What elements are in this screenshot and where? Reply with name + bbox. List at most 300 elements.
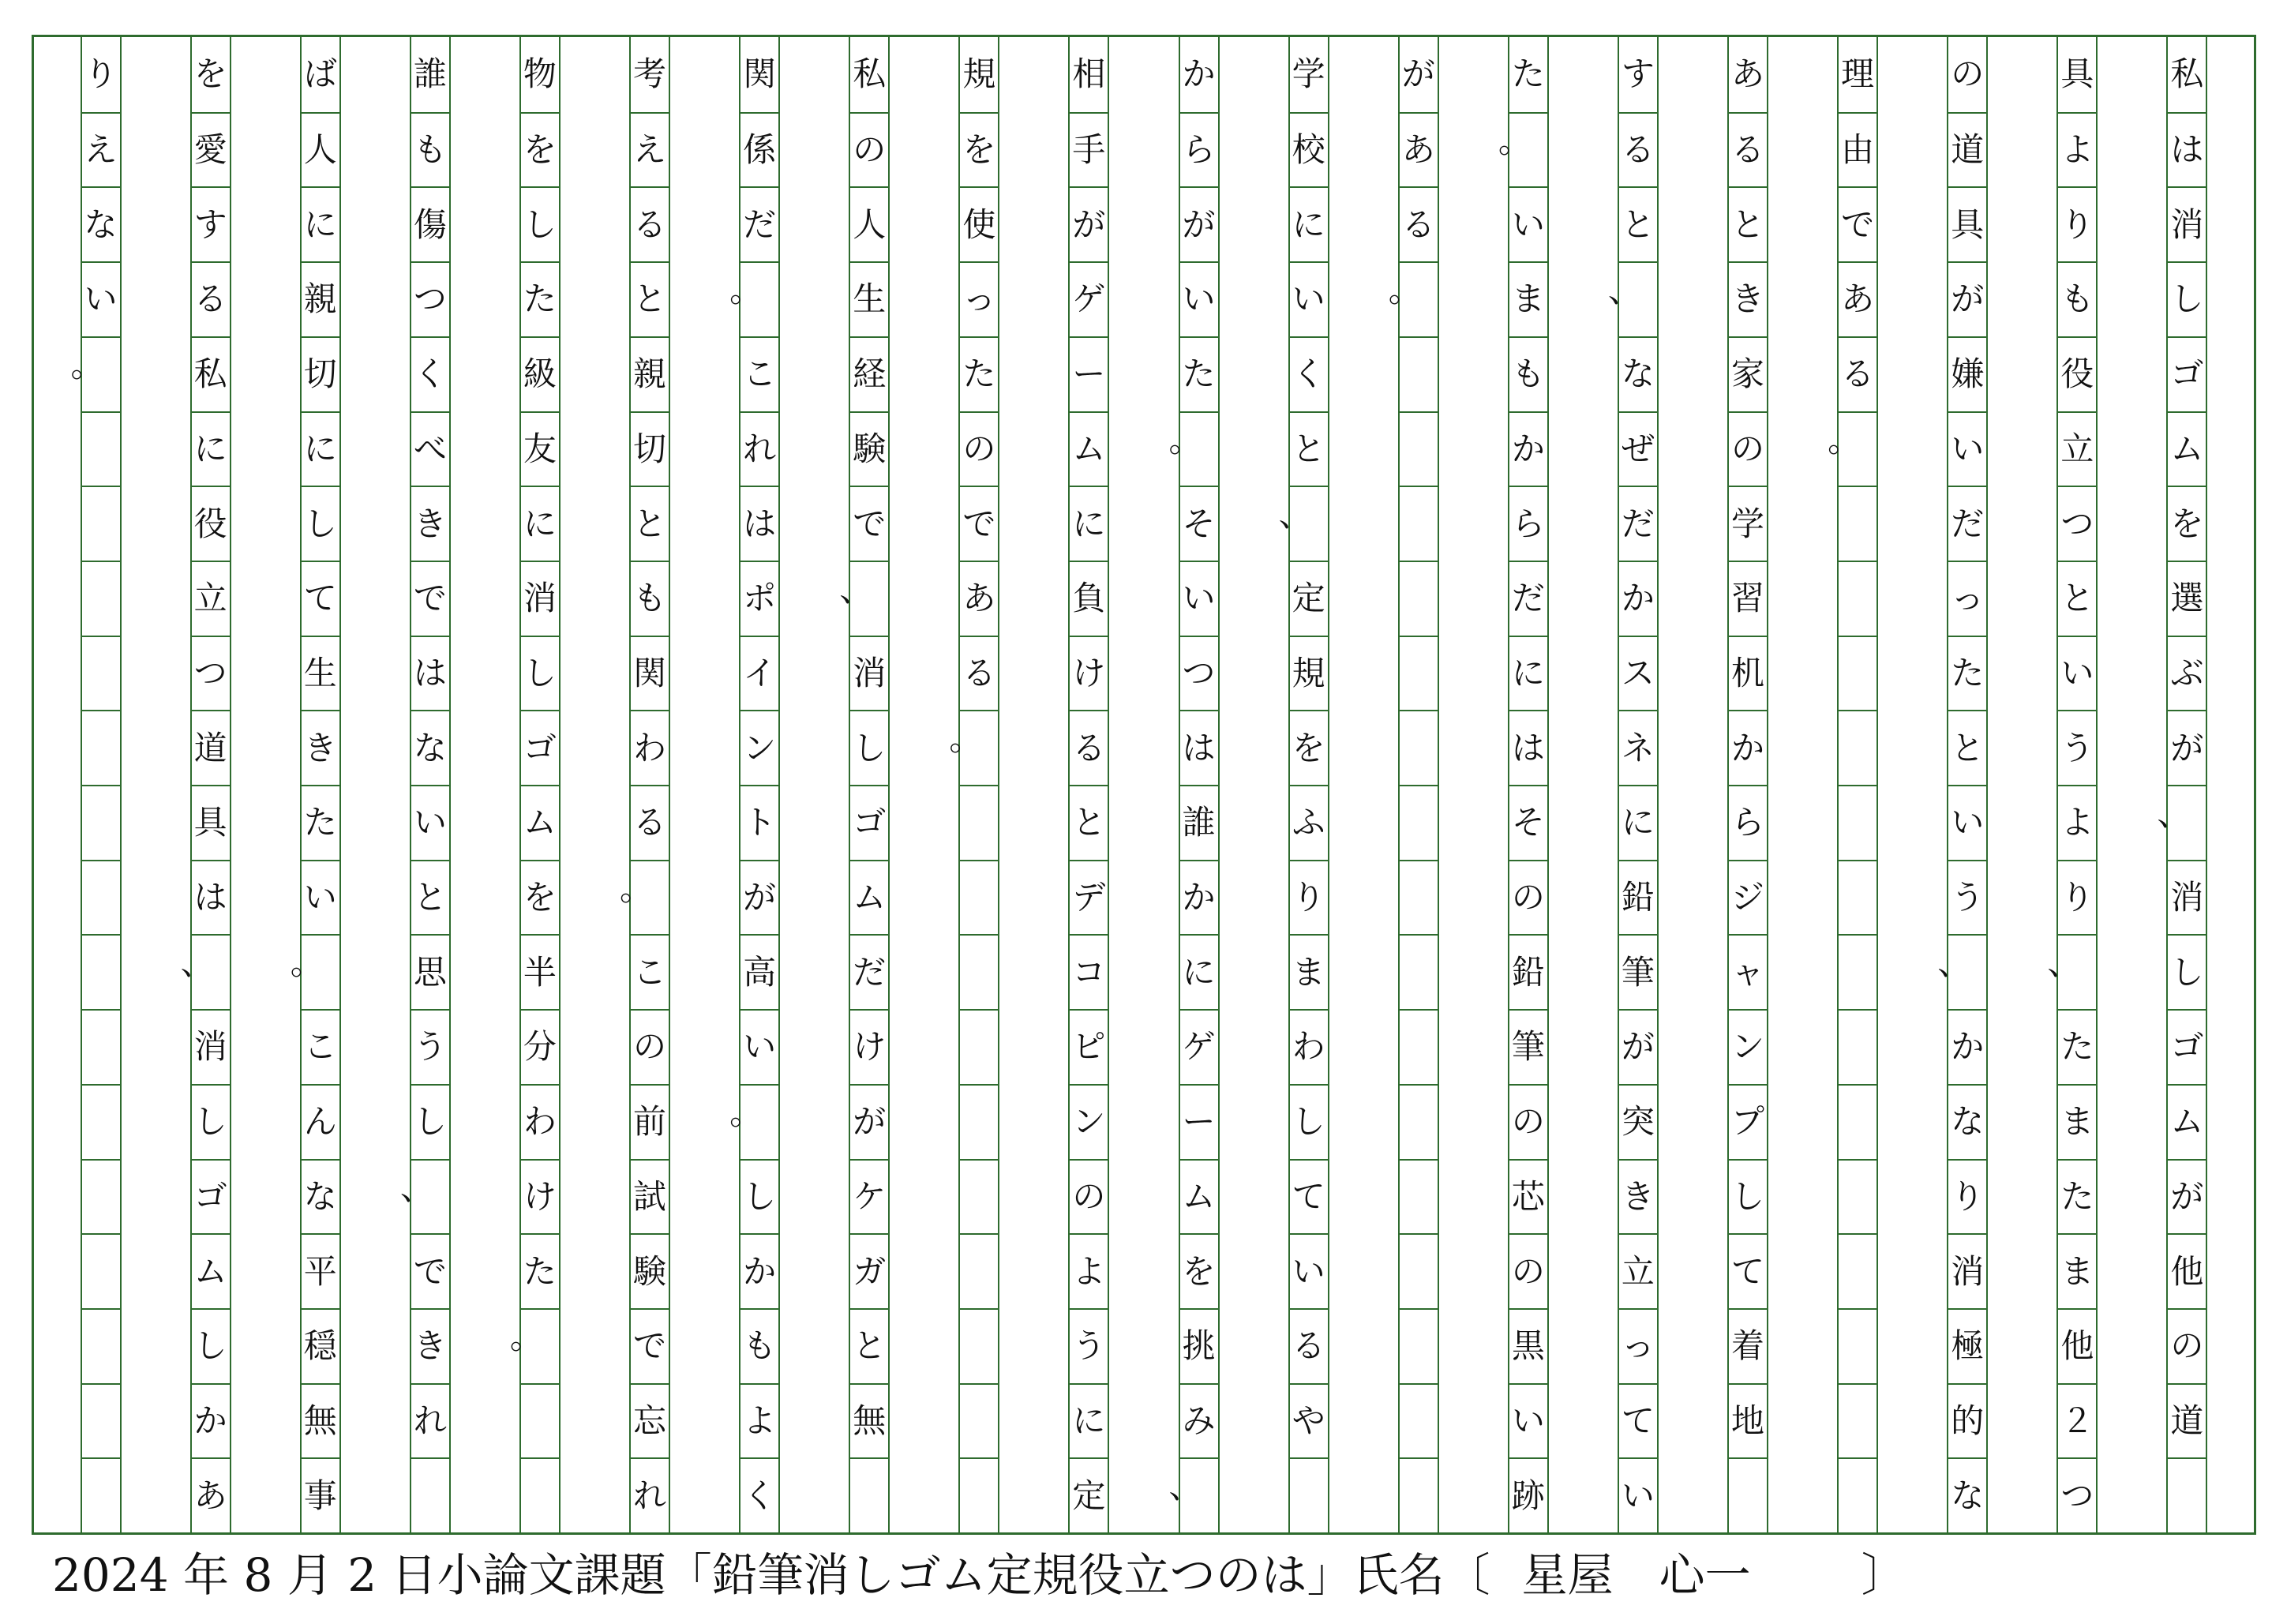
manuscript-cell: べ xyxy=(411,411,449,486)
manuscript-cell xyxy=(960,1457,998,1532)
manuscript-cell: 誰 xyxy=(413,54,447,94)
manuscript-cell: 規 xyxy=(962,54,996,94)
manuscript-cell: も xyxy=(631,561,669,636)
manuscript-cell xyxy=(1400,486,1438,561)
manuscript-cell: の xyxy=(1951,54,1985,94)
manuscript-cell: も xyxy=(1509,336,1547,411)
manuscript-cell: は xyxy=(2168,112,2206,187)
manuscript-cell: 地 xyxy=(1729,1383,1767,1458)
manuscript-cell: に xyxy=(302,411,339,486)
manuscript-column xyxy=(1607,37,1659,1532)
manuscript-cell: 着 xyxy=(1729,1308,1767,1383)
manuscript-column xyxy=(70,37,122,1532)
manuscript-cell: い xyxy=(1509,1383,1547,1458)
manuscript-cell: た xyxy=(521,1233,559,1308)
manuscript-cell: 具 xyxy=(2060,54,2094,94)
manuscript-cell: の xyxy=(1509,1084,1547,1159)
manuscript-cell: 立 xyxy=(2058,411,2096,486)
manuscript-cell: に xyxy=(1619,785,1657,860)
manuscript-cell: が xyxy=(2168,710,2206,785)
manuscript-cell: 、 xyxy=(411,1159,449,1234)
manuscript-cell: で xyxy=(1839,186,1876,261)
manuscript-cell: 挑 xyxy=(1180,1308,1218,1383)
manuscript-column xyxy=(399,37,451,1532)
manuscript-cell: て xyxy=(302,561,339,636)
manuscript-column xyxy=(180,37,231,1532)
manuscript-cell: 、 xyxy=(1290,486,1328,561)
manuscript-cell xyxy=(1839,561,1876,636)
manuscript-cell: ゴ xyxy=(850,785,888,860)
manuscript-cell xyxy=(82,1383,120,1458)
manuscript-cell: 役 xyxy=(192,486,230,561)
manuscript-cell xyxy=(1400,710,1438,785)
manuscript-cell: で xyxy=(850,486,888,561)
manuscript-cell: く xyxy=(740,1457,778,1532)
manuscript-cell: 思 xyxy=(411,934,449,1009)
manuscript-cell: の xyxy=(1509,860,1547,935)
manuscript-cell: 道 xyxy=(1948,112,1986,187)
manuscript-cell: く xyxy=(1290,336,1328,411)
manuscript-cell: ム xyxy=(1180,1159,1218,1234)
manuscript-cell: つ xyxy=(2058,486,2096,561)
manuscript-cell: よ xyxy=(740,1383,778,1458)
manuscript-cell: と xyxy=(850,1308,888,1383)
manuscript-cell: 立 xyxy=(192,561,230,636)
manuscript-cell: 、 xyxy=(1180,1457,1218,1532)
assignment-footer xyxy=(52,1540,2247,1603)
manuscript-cell: ゴ xyxy=(521,710,559,785)
manuscript-cell: つ xyxy=(411,261,449,336)
manuscript-cell: ガ xyxy=(850,1233,888,1308)
manuscript-cell: す xyxy=(1621,54,1655,94)
manuscript-cell: 定 xyxy=(1290,561,1328,636)
manuscript-cell: る xyxy=(960,636,998,711)
manuscript-cell: 。 xyxy=(740,261,778,336)
manuscript-cell: 、 xyxy=(192,934,230,1009)
manuscript-cell: 机 xyxy=(1729,636,1767,711)
manuscript-cell: 選 xyxy=(2168,561,2206,636)
manuscript-cell: う xyxy=(2058,710,2096,785)
manuscript-cell: は xyxy=(1509,710,1547,785)
manuscript-cell xyxy=(411,1457,449,1532)
manuscript-cell: 役 xyxy=(2058,336,2096,411)
manuscript-cell: て xyxy=(1619,1383,1657,1458)
manuscript-cell: ２ xyxy=(2058,1383,2096,1458)
manuscript-cell: た xyxy=(521,261,559,336)
manuscript-cell: の xyxy=(850,112,888,187)
manuscript-cell: あ xyxy=(1731,54,1765,94)
manuscript-cell: ム xyxy=(2168,1084,2206,1159)
manuscript-cell: つ xyxy=(2058,1457,2096,1532)
manuscript-cell xyxy=(960,1308,998,1383)
manuscript-cell: 突 xyxy=(1619,1084,1657,1159)
manuscript-cell: 他 xyxy=(2168,1233,2206,1308)
manuscript-cell: し xyxy=(521,636,559,711)
manuscript-cell: し xyxy=(192,1084,230,1159)
manuscript-cell xyxy=(2168,1457,2206,1532)
manuscript-cell: と xyxy=(1070,785,1108,860)
manuscript-cell: を xyxy=(1290,710,1328,785)
student-name: 星屋 心一 xyxy=(1521,1548,1751,1602)
manuscript-cell xyxy=(960,1233,998,1308)
manuscript-cell: ま xyxy=(2058,1084,2096,1159)
manuscript-cell: イ xyxy=(740,636,778,711)
manuscript-cell: ン xyxy=(1729,1009,1767,1084)
manuscript-cell: よ xyxy=(1070,1233,1108,1308)
manuscript-cell: と xyxy=(1948,710,1986,785)
manuscript-cell xyxy=(1400,860,1438,935)
manuscript-cell: 学 xyxy=(1292,54,1325,94)
manuscript-column xyxy=(620,37,670,1532)
manuscript-cell: 消 xyxy=(192,1009,230,1084)
manuscript-cell: 、 xyxy=(1948,934,1986,1009)
manuscript-cell: 筆 xyxy=(1619,934,1657,1009)
manuscript-cell xyxy=(1400,411,1438,486)
manuscript-cell: い xyxy=(1180,561,1218,636)
manuscript-cell: い xyxy=(302,860,339,935)
manuscript-cell xyxy=(82,1084,120,1159)
manuscript-cell: ゲ xyxy=(1070,261,1108,336)
manuscript-cell: い xyxy=(1619,1457,1657,1532)
manuscript-cell xyxy=(960,1009,998,1084)
manuscript-cell: だ xyxy=(1619,486,1657,561)
manuscript-cell: が xyxy=(740,860,778,935)
manuscript-cell: 、 xyxy=(1619,261,1657,336)
manuscript-cell: と xyxy=(2058,561,2096,636)
manuscript-column xyxy=(1727,37,1768,1532)
manuscript-cell: か xyxy=(1948,1009,1986,1084)
manuscript-cell: ま xyxy=(1509,261,1547,336)
manuscript-cell: た xyxy=(2058,1159,2096,1234)
manuscript-cell: り xyxy=(1290,860,1328,935)
manuscript-cell: ト xyxy=(740,785,778,860)
manuscript-cell: ス xyxy=(1619,636,1657,711)
manuscript-cell: り xyxy=(84,54,118,94)
manuscript-cell: 具 xyxy=(192,785,230,860)
manuscript-cell xyxy=(82,1159,120,1234)
manuscript-cell xyxy=(82,636,120,711)
manuscript-cell xyxy=(82,561,120,636)
manuscript-cell: に xyxy=(521,486,559,561)
manuscript-cell: を xyxy=(521,112,559,187)
manuscript-cell: に xyxy=(192,411,230,486)
manuscript-column xyxy=(290,37,341,1532)
manuscript-cell xyxy=(1839,636,1876,711)
manuscript-cell: ジ xyxy=(1729,860,1767,935)
manuscript-cell: ム xyxy=(521,785,559,860)
manuscript-cell xyxy=(1839,1308,1876,1383)
manuscript-column xyxy=(1498,37,1549,1532)
manuscript-cell: も xyxy=(2058,261,2096,336)
manuscript-column xyxy=(1168,37,1220,1532)
manuscript-cell: う xyxy=(1070,1308,1108,1383)
manuscript-cell xyxy=(82,1457,120,1532)
manuscript-cell: と xyxy=(1290,411,1328,486)
manuscript-cell: 消 xyxy=(521,561,559,636)
manuscript-cell: し xyxy=(302,486,339,561)
manuscript-cell: 友 xyxy=(521,411,559,486)
manuscript-cell: ら xyxy=(1729,785,1767,860)
manuscript-cell xyxy=(1839,1084,1876,1159)
manuscript-cell: 試 xyxy=(631,1159,669,1234)
manuscript-cell: い xyxy=(1290,1233,1328,1308)
manuscript-cell: る xyxy=(631,785,669,860)
manuscript-cell: 前 xyxy=(631,1084,669,1159)
manuscript-cell xyxy=(1400,1383,1438,1458)
manuscript-cell: こ xyxy=(631,934,669,1009)
manuscript-cell: ー xyxy=(1180,1084,1218,1159)
manuscript-cell: は xyxy=(411,636,449,711)
manuscript-cell xyxy=(1729,1457,1767,1532)
manuscript-cell: 経 xyxy=(850,336,888,411)
manuscript-cell: り xyxy=(2058,186,2096,261)
closing-bracket: 〕 xyxy=(1861,1548,1907,1602)
manuscript-cell: る xyxy=(1839,336,1876,411)
manuscript-cell: 学 xyxy=(1729,486,1767,561)
manuscript-cell: ま xyxy=(2058,1233,2096,1308)
manuscript-cell: 消 xyxy=(1948,1233,1986,1308)
manuscript-cell: る xyxy=(1729,112,1767,187)
manuscript-cell: ネ xyxy=(1619,710,1657,785)
manuscript-cell: 関 xyxy=(743,54,777,94)
manuscript-cell: 家 xyxy=(1729,336,1767,411)
manuscript-cell: と xyxy=(1619,186,1657,261)
manuscript-cell: に xyxy=(1070,1383,1108,1458)
manuscript-cell: ゲ xyxy=(1180,1009,1218,1084)
manuscript-cell xyxy=(1839,785,1876,860)
manuscript-column xyxy=(1278,37,1329,1532)
manuscript-cell: れ xyxy=(631,1457,669,1532)
manuscript-cell: 、 xyxy=(850,561,888,636)
manuscript-cell: 親 xyxy=(631,336,669,411)
manuscript-cell: わ xyxy=(521,1084,559,1159)
manuscript-cell: が xyxy=(2168,1159,2206,1234)
manuscript-cell xyxy=(82,1009,120,1084)
manuscript-cell: と xyxy=(411,860,449,935)
manuscript-cell: え xyxy=(82,112,120,187)
manuscript-cell: か xyxy=(1182,54,1216,94)
manuscript-cell: 鉛 xyxy=(1619,860,1657,935)
manuscript-cell: を xyxy=(1180,1233,1218,1308)
manuscript-cell xyxy=(1400,636,1438,711)
manuscript-cell: る xyxy=(631,186,669,261)
manuscript-cell: で xyxy=(631,1308,669,1383)
manuscript-cell: く xyxy=(411,336,449,411)
manuscript-cell: 人 xyxy=(850,186,888,261)
manuscript-cell: 高 xyxy=(740,934,778,1009)
manuscript-cell: 校 xyxy=(1290,112,1328,187)
manuscript-cell xyxy=(1839,1159,1876,1234)
manuscript-cell: の xyxy=(960,411,998,486)
manuscript-cell xyxy=(960,785,998,860)
manuscript-cell: 関 xyxy=(631,636,669,711)
manuscript-cell: 具 xyxy=(1948,186,1986,261)
manuscript-cell: が xyxy=(1619,1009,1657,1084)
manuscript-cell xyxy=(960,934,998,1009)
manuscript-cell: 事 xyxy=(302,1457,339,1532)
manuscript-cell: き xyxy=(302,710,339,785)
manuscript-cell: あ xyxy=(960,561,998,636)
manuscript-cell: 跡 xyxy=(1509,1457,1547,1532)
manuscript-cell: 相 xyxy=(1072,54,1106,94)
manuscript-cell: い xyxy=(82,261,120,336)
manuscript-cell: 級 xyxy=(521,336,559,411)
manuscript-cell xyxy=(1839,934,1876,1009)
manuscript-cell: た xyxy=(960,336,998,411)
manuscript-cell: を xyxy=(521,860,559,935)
manuscript-cell xyxy=(1400,561,1438,636)
manuscript-cell: か xyxy=(1180,860,1218,935)
manuscript-cell: 習 xyxy=(1729,561,1767,636)
manuscript-cell: コ xyxy=(1070,934,1108,1009)
manuscript-cell: た xyxy=(302,785,339,860)
manuscript-cell: ゴ xyxy=(2168,1009,2206,1084)
manuscript-cell: わ xyxy=(631,710,669,785)
manuscript-cell xyxy=(82,411,120,486)
manuscript-cell xyxy=(1400,1159,1438,1234)
manuscript-cell: っ xyxy=(1948,561,1986,636)
manuscript-cell: や xyxy=(1290,1383,1328,1458)
manuscript-cell: に xyxy=(1070,486,1108,561)
manuscript-cell: 鉛 xyxy=(1509,934,1547,1009)
manuscript-cell: け xyxy=(850,1009,888,1084)
manuscript-cell: と xyxy=(631,261,669,336)
manuscript-cell: 芯 xyxy=(1509,1159,1547,1234)
manuscript-cell: 立 xyxy=(1619,1233,1657,1308)
manuscript-cell: 。 xyxy=(302,934,339,1009)
manuscript-cell: ン xyxy=(740,710,778,785)
manuscript-cell: い xyxy=(1509,186,1547,261)
manuscript-cell xyxy=(82,1233,120,1308)
manuscript-cell xyxy=(1400,1009,1438,1084)
manuscript-cell: ャ xyxy=(1729,934,1767,1009)
manuscript-cell: は xyxy=(1180,710,1218,785)
manuscript-cell: を xyxy=(960,112,998,187)
manuscript-cell xyxy=(1839,860,1876,935)
manuscript-cell: て xyxy=(1729,1233,1767,1308)
manuscript-cell: 。 xyxy=(740,1084,778,1159)
manuscript-cell: 。 xyxy=(82,336,120,411)
manuscript-cell: ポ xyxy=(740,561,778,636)
manuscript-cell: 私 xyxy=(853,54,887,94)
manuscript-cell xyxy=(1839,1009,1876,1084)
manuscript-cell: た xyxy=(1948,636,1986,711)
manuscript-cell xyxy=(1400,1084,1438,1159)
manuscript-cell: ふ xyxy=(1290,785,1328,860)
assignment-title: 2024 年 8 月 2 日小論文課題「鉛筆消しゴム定規役立つのは」氏名〔 xyxy=(52,1548,1490,1602)
manuscript-cell: 由 xyxy=(1839,112,1876,187)
manuscript-cell: あ xyxy=(192,1457,230,1532)
manuscript-cell: え xyxy=(631,112,669,187)
manuscript-cell xyxy=(1400,1457,1438,1532)
manuscript-cell: い xyxy=(1290,261,1328,336)
manuscript-cell: い xyxy=(2058,636,2096,711)
manuscript-cell xyxy=(82,934,120,1009)
manuscript-cell: る xyxy=(1400,186,1438,261)
manuscript-cell: も xyxy=(411,112,449,187)
manuscript-column xyxy=(839,37,890,1532)
manuscript-cell xyxy=(82,710,120,785)
manuscript-cell: 私 xyxy=(2170,54,2204,94)
manuscript-cell: 道 xyxy=(2168,1383,2206,1458)
manuscript-cell xyxy=(1400,1233,1438,1308)
manuscript-cell: 考 xyxy=(633,54,667,94)
manuscript-cell: 穏 xyxy=(302,1308,339,1383)
manuscript-cell: を xyxy=(193,54,227,94)
manuscript-cell: 半 xyxy=(521,934,559,1009)
manuscript-cell: い xyxy=(740,1009,778,1084)
manuscript-cell xyxy=(521,1383,559,1458)
manuscript-cell: 負 xyxy=(1070,561,1108,636)
manuscript-cell: 規 xyxy=(1290,636,1328,711)
manuscript-cell: き xyxy=(411,486,449,561)
manuscript-cell: る xyxy=(1070,710,1108,785)
manuscript-cell: デ xyxy=(1070,860,1108,935)
manuscript-cell: の xyxy=(1729,411,1767,486)
manuscript-cell: し xyxy=(740,1159,778,1234)
manuscript-cell: 、 xyxy=(2058,934,2096,1009)
manuscript-column xyxy=(1937,37,1988,1532)
manuscript-cell xyxy=(960,1159,998,1234)
manuscript-cell: し xyxy=(1290,1084,1328,1159)
manuscript-column xyxy=(729,37,780,1532)
manuscript-cell: の xyxy=(1509,1233,1547,1308)
manuscript-cell: し xyxy=(2168,261,2206,336)
manuscript-cell: こ xyxy=(302,1009,339,1084)
manuscript-cell: 誰 xyxy=(1180,785,1218,860)
manuscript-cell: 親 xyxy=(302,261,339,336)
manuscript-cell xyxy=(1839,1233,1876,1308)
manuscript-cell: ン xyxy=(1070,1084,1108,1159)
manuscript-cell: ま xyxy=(1290,934,1328,1009)
manuscript-cell: 嫌 xyxy=(1948,336,1986,411)
manuscript-cell: プ xyxy=(1729,1084,1767,1159)
manuscript-cell: 道 xyxy=(192,710,230,785)
manuscript-column xyxy=(509,37,561,1532)
manuscript-cell: ん xyxy=(302,1084,339,1159)
manuscript-cell xyxy=(1400,1308,1438,1383)
manuscript-cell: ぜ xyxy=(1619,411,1657,486)
manuscript-cell: 。 xyxy=(521,1308,559,1383)
manuscript-cell: 定 xyxy=(1070,1457,1108,1532)
manuscript-cell: よ xyxy=(2058,785,2096,860)
manuscript-cell: う xyxy=(1948,860,1986,935)
manuscript-cell: に xyxy=(302,186,339,261)
manuscript-cell: い xyxy=(1948,411,1986,486)
manuscript-cell: な xyxy=(302,1159,339,1234)
manuscript-cell: 切 xyxy=(631,411,669,486)
manuscript-cell: 切 xyxy=(302,336,339,411)
manuscript-cell: あ xyxy=(1839,261,1876,336)
manuscript-cell: は xyxy=(192,860,230,935)
manuscript-cell: 生 xyxy=(302,636,339,711)
manuscript-cell: き xyxy=(411,1308,449,1383)
manuscript-cell: 無 xyxy=(302,1383,339,1458)
manuscript-cell: ム xyxy=(850,860,888,935)
manuscript-cell xyxy=(1839,710,1876,785)
manuscript-cell: た xyxy=(1511,54,1545,94)
manuscript-cell: か xyxy=(1509,411,1547,486)
manuscript-cell: 無 xyxy=(850,1383,888,1458)
manuscript-cell xyxy=(1400,336,1438,411)
manuscript-cell xyxy=(1290,1457,1328,1532)
manuscript-cell: よ xyxy=(2058,112,2096,187)
manuscript-cell: 人 xyxy=(302,112,339,187)
manuscript-cell: ケ xyxy=(850,1159,888,1234)
manuscript-cell: ば xyxy=(303,54,337,94)
manuscript-cell: き xyxy=(1619,1159,1657,1234)
manuscript-cell: 使 xyxy=(960,186,998,261)
